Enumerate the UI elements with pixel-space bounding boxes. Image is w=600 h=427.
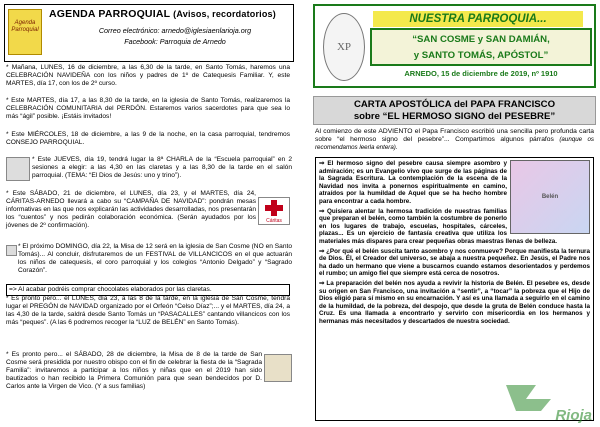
facebook-line: Facebook: Parroquia de Arnedo	[124, 37, 226, 46]
letter-intro: Al comienzo de este ADVIENTO el Papa Francisco escribió una sencilla pero profunda carta sobre “el hermoso signo del pesebre”... Compartimos algunos párrafos (aunque os recomendamos leerla entera).	[315, 128, 594, 152]
parish-name: “SAN COSME y SAN DAMIÁN, y SANTO TOMÁS, APÓSTOL”	[370, 28, 592, 66]
announcement-8: * Es pronto pero... el SÁBADO, 28 de diciembre, la Misa de 8 de la tarde de San Cosme será presidida por nuestro obispo con el fin de celebrar la fiesta de la “Sagrada Familia”: invitaremos a participar a los niños y niñas que en el 2019 han sido bautizados o han recibido la Primera Comunión para que sean bendecidos por D. Carlos ante la Virgen de Vico. (Y a sus familias)	[6, 351, 292, 391]
issue-date: ARNEDO, 15 de diciembre de 2019, nº 1910	[404, 69, 558, 78]
svg-text:Rioja: Rioja	[555, 407, 592, 423]
rioja-watermark-icon	[496, 381, 596, 423]
newsletter-header	[313, 4, 596, 88]
caritas-logo	[258, 197, 290, 225]
agenda-title: AGENDA PARROQUIAL (Avisos, recordatorios)	[49, 8, 276, 20]
announcement-1: * Mañana, LUNES, 16 de diciembre, a las 6,30 de la tarde, en Santo Tomás, haremos una CELEBRACIÓN NAVIDEÑA con los niños y padres de 1º de Catequesis Familiar. Y, este MARTES, día 17, con los de 2º curso.	[6, 64, 290, 88]
festival-thumbnail	[6, 245, 17, 256]
letter-title: CARTA APOSTÓLICA del PAPA FRANCISCO sobre “EL HERMOSO SIGNO del PESEBRE”	[313, 96, 596, 125]
announcement-5: Cáritas * Este SÁBADO, 21 de diciembre, el LUNES, día 23, y el MARTES, día 24, CÁRITAS-ARNEDO llevará a cabo su “CAMPAÑA DE NAVIDAD”: pondrán mesas informativas en las que nos explicarán las actividades desarrolladas, nos presentarán los “cuentos” y nos pedirán colaboración económica. (Serán ayudados por los jóvenes de 2º confirmación).	[6, 190, 290, 230]
svg-text:Cáritas: Cáritas	[266, 218, 282, 224]
agenda-column	[4, 4, 296, 423]
excerpt-2: ⇒ Quisiera alentar la hermosa tradición de nuestras familias que preparan el belén, como también la costumbre de ponerlo en los lugares de trabajo, escuelas, hospitales, cárceles, plazas... Es un ejercicio de fantasía creativa que utiliza los materiales más dispares para crear pequeñas obras maestras llenas de belleza.	[319, 207, 558, 245]
excerpt-1: ⇒ El hermoso signo del pesebre causa siempre asombro y admiración; es un Evangelio vivo que surge de las páginas de la Sagrada Escritura. La contemplación de la escena de la Navidad nos invita a ponernos espiritualmente en camino, atraídos por la humildad de Aquel que se ha hecho hombre para encontrar a cada hombre.	[319, 160, 507, 205]
excerpt-3: ⇒ ¿Por qué el belén suscita tanto asombro y nos conmueve? Porque manifiesta la ternura de Dios. Él, el Creador del universo, se abaja a nuestra pequeñez. En Jesús, el Padre nos ha dado un hermano que viene a buscarnos cuando estamos desorientados y perdemos el rumbo; un amigo fiel que siempre está cerca de nosotros.	[319, 247, 590, 278]
holy-family-thumbnail	[264, 354, 292, 382]
agenda-logo: Agenda Parroquial	[8, 9, 42, 55]
announcement-2: * Este MARTES, día 17, a las 8,30 de la tarde, en la iglesia de Santo Tomás, realizaremos la CELEBRACIÓN COMUNITARIA del PERDÓN. Estaremos varios sacerdotes para que sea lo más “ágil” posible. ¡Estáis invitados!	[6, 97, 290, 121]
nativity-illustration: Belén	[510, 160, 590, 234]
announcement-6: * El próximo DOMINGO, día 22, la Misa de 12 será en la iglesia de San Cosme (NO en Santo Tomás)... Al concluir, disfrutaremos de un FESTIVAL de VILLANCICOS en el que actuarán los niños de catequesis, el coro parroquial y los colegios “Antonio Delgado” y “Sagrado Corazón”.	[6, 243, 292, 275]
announcement-7: * Es pronto pero... el LUNES, día 23, a las 8 de la tarde, en la iglesia de San Cosme, tendrá lugar el PREGÓN de NAVIDAD organizado por el Orfeón “Celso Díaz”;... y el MARTES, día 24, a las 4,30 de la tarde, saldrá desde Santo Tomás un “PASACALLES” cantando villancicos con los más “peques”. (A las 6 podremos recoger la “LUZ de BELÉN” en Santo Tomás).	[6, 295, 290, 327]
talk-thumbnail	[6, 157, 30, 181]
chocolate-note: => Al acabar podréis comprar chocolates elaborados por las claretas.	[6, 284, 290, 296]
chi-rho-seal-icon: XP	[323, 13, 365, 81]
newsletter-column	[313, 4, 596, 423]
announcement-4: * Este JUEVES, día 19, tendrá lugar la 8ª CHARLA de la “Escuela parroquial” en 2 sesiones a elegir: a las 4,30 en las claretas y a las 8,30 de la tarde en el salón parroquial. (TEMA: “El Dios de Jesús: uno y trino”).	[6, 156, 292, 180]
announcement-3: * Este MIÉRCOLES, 18 de diciembre, a las 9 de la noche, en la casa parroquial, tendremos CONSEJO PARROQUIAL.	[6, 131, 290, 147]
email-line: Correo electrónico: arnedo@iglesiaenlarioja.org	[98, 26, 252, 35]
excerpt-4: ⇒ La preparación del belén nos ayuda a revivir la historia de Belén. El pesebre es, desde su origen en San Francisco, una invitación a “sentir”, a “tocar” la pobreza que el Hijo de Dios eligió para sí mismo en su encarnación. Y así es una llamada a seguirlo en el camino de la humildad, de la pobreza, del despojo, que desde la gruta de Belén conduce hasta la Cruz. Es una llamada a encontrarlo y servirlo con misericordia en los hermanos y hermanas más necesitados y descartados de nuestra sociedad.	[319, 279, 590, 325]
newsletter-title: NUESTRA PARROQUIA...	[373, 11, 583, 27]
agenda-header	[4, 4, 294, 62]
